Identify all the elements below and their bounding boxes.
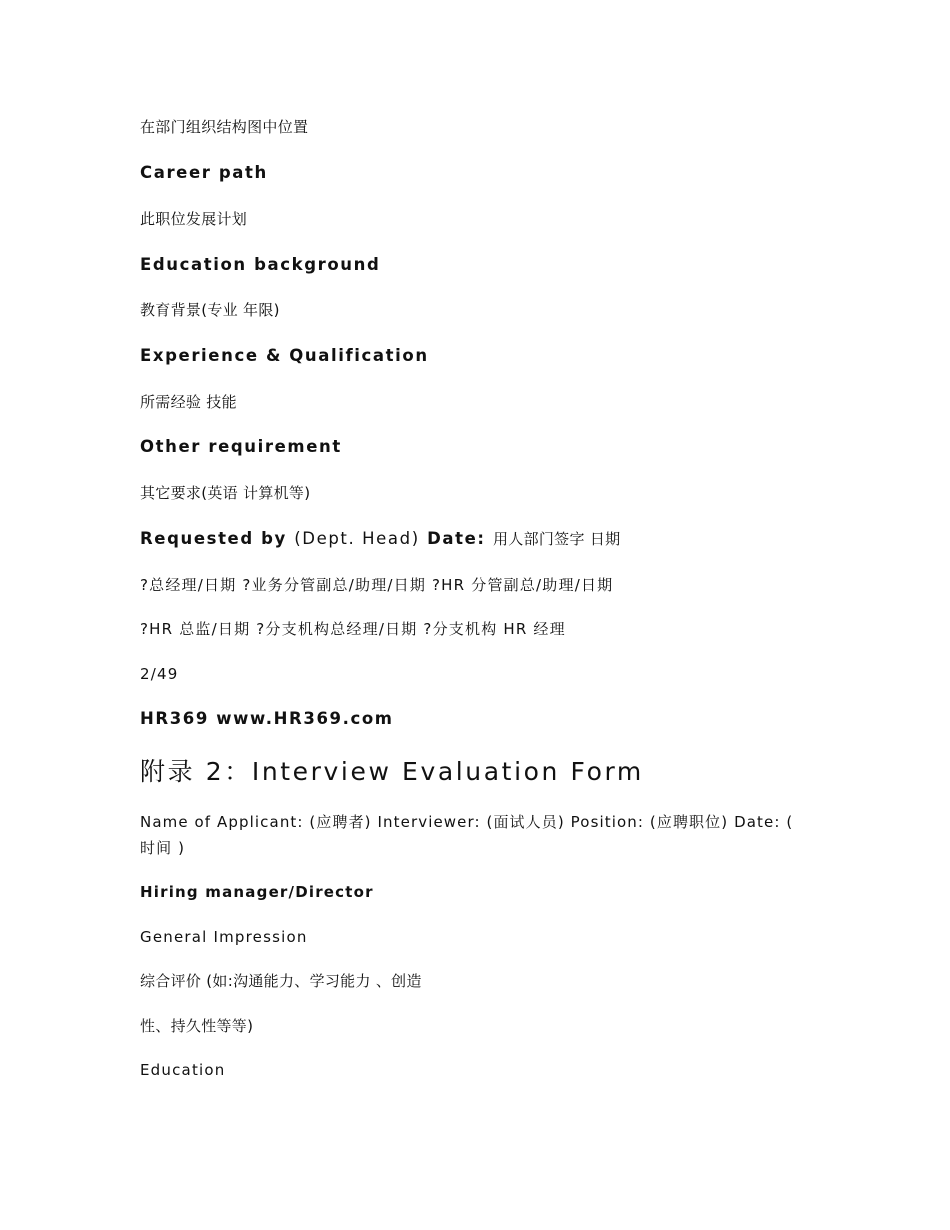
page-number: 2/49 bbox=[140, 665, 179, 683]
education-background-heading: Education background bbox=[140, 255, 381, 274]
requested-by-label: Requested by bbox=[140, 529, 287, 548]
experience-heading: Experience & Qualification bbox=[140, 346, 429, 365]
education-label: Education bbox=[140, 1061, 226, 1079]
general-impression-text: General Impression bbox=[140, 928, 308, 946]
site-footer: HR369 www.HR369.com bbox=[140, 709, 394, 728]
requested-by-line bbox=[140, 529, 620, 549]
applicant-info-text: Name of Applicant: (应聘者) Interviewer: (面试人员) Position: (应聘职位) Date: ( 时间 ) bbox=[140, 813, 794, 857]
overall-evaluation-text-1: 综合评价 (如:沟通能力、学习能力 、创造 bbox=[140, 972, 422, 990]
hiring-manager-heading: Hiring manager/Director bbox=[140, 883, 374, 901]
education-text: 教育背景(专业 年限) bbox=[140, 301, 280, 319]
approvals-line-1: ?总经理/日期 ?业务分管副总/助理/日期 ?HR 分管副总/助理/日期 bbox=[140, 576, 614, 594]
career-path-heading: Career path bbox=[140, 163, 268, 182]
other-requirement-text: 其它要求(英语 计算机等) bbox=[140, 484, 311, 502]
dept-head-text: (Dept. Head) bbox=[294, 529, 420, 548]
career-plan-text: 此职位发展计划 bbox=[140, 210, 248, 228]
department-signature-text: 用人部门签字 日期 bbox=[492, 530, 621, 548]
date-label: Date: bbox=[427, 529, 486, 548]
position-in-org-text: 在部门组织结构图中位置 bbox=[140, 118, 309, 136]
other-requirement-heading: Other requirement bbox=[140, 437, 342, 456]
approvals-line-2: ?HR 总监/日期 ?分支机构总经理/日期 ?分支机构 HR 经理 bbox=[140, 620, 566, 638]
experience-text: 所需经验 技能 bbox=[140, 393, 237, 411]
overall-evaluation-text-2: 性、持久性等等) bbox=[140, 1017, 254, 1035]
appendix-title: 附录 2：Interview Evaluation Form bbox=[140, 757, 644, 786]
